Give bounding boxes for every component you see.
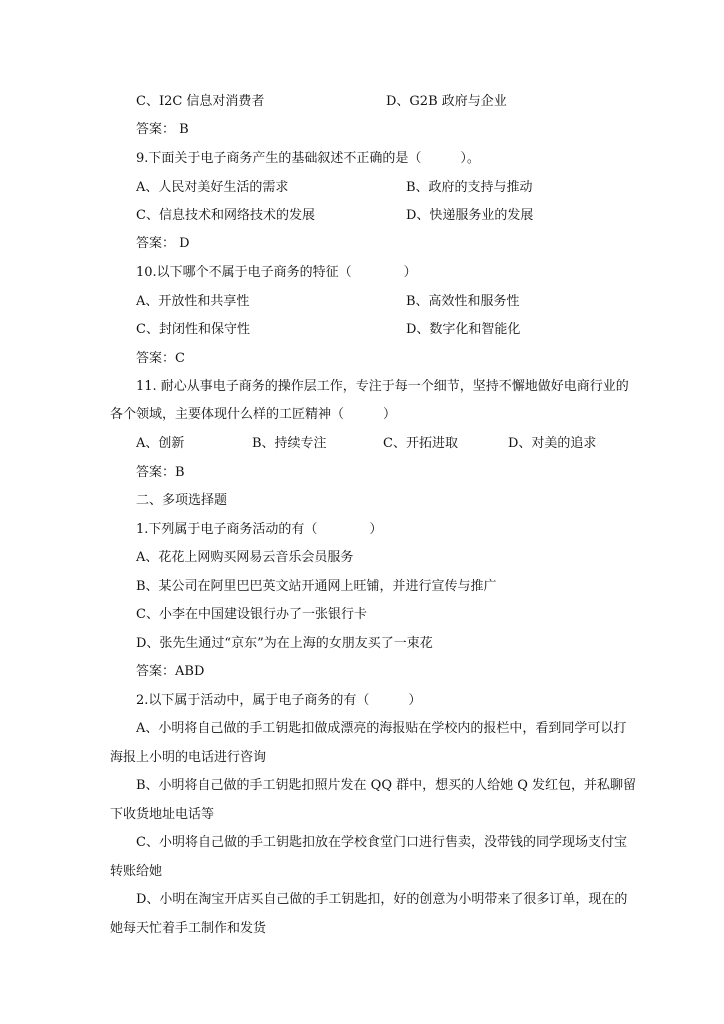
q9-answer: 答案： D [136,236,190,251]
m2-option-d-line1: D、小明在淘宝开店买自己做的手工钥匙扣，好的创意为小明带来了很多订单，现在的 [136,892,628,907]
q10-option-c: C、封闭性和保守性 [136,322,250,337]
m2-option-b-line2: 下收货地址电话等 [110,807,215,822]
q11-answer: 答案：B [136,465,185,480]
q11-option-b: B、持续专注 [252,436,327,451]
q10-option-d: D、数字化和智能化 [406,322,521,337]
q8-option-c: C、I2C 信息对消费者 [136,94,265,109]
q10-answer: 答案：C [136,351,185,366]
q11-option-d: D、对美的追求 [508,436,597,451]
q11-option-a: A、创新 [136,436,185,451]
m2-option-a-line1: A、小明将自己做的手工钥匙扣做成漂亮的海报贴在学校内的报栏中，看到同学可以打 [136,721,627,736]
q11-option-c: C、开拓进取 [383,436,458,451]
m2-option-a-line2: 海报上小明的电话进行咨询 [110,750,267,765]
m2-stem: 2.以下属于活动中，属于电子商务的有（ ） [136,693,422,708]
m2-option-c-line1: C、小明将自己做的手工钥匙扣放在学校食堂门口进行售卖，没带钱的同学现场支付宝 [136,835,627,850]
q9-option-c: C、信息技术和网络技术的发展 [136,208,315,223]
q9-option-a: A、人民对美好生活的需求 [136,180,289,195]
m1-option-c: C、小李在中国建设银行办了一张银行卡 [136,607,367,622]
q11-stem-line2: 各个领域，主要体现什么样的工匠精神（ ） [110,407,397,422]
q10-stem: 10.以下哪个不属于电子商务的特征（ ） [136,265,417,280]
q8-answer: 答案： B [136,122,189,137]
m1-stem: 1.下列属于电子商务活动的有（ ） [136,522,383,537]
q10-option-b: B、高效性和服务性 [406,294,520,309]
section-title: 二、多项选择题 [136,493,228,508]
q9-stem: 9.下面关于电子商务产生的基础叙述不正确的是（ ）。 [136,151,480,166]
m2-option-d-line2: 她每天忙着手工制作和发货 [110,921,267,936]
m2-option-c-line2: 转账给她 [110,864,163,879]
m2-option-b-line1: B、小明将自己做的手工钥匙扣照片发在 QQ 群中，想买的人给她 Q 发红包，并私聊留 [136,778,637,793]
q9-option-d: D、快递服务业的发展 [406,208,534,223]
q9-option-b: B、政府的支持与推动 [406,180,533,195]
m1-option-b: B、某公司在阿里巴巴英文站开通网上旺铺，并进行宣传与推广 [136,579,497,594]
q11-stem-line1: 11. 耐心从事电子商务的操作层工作，专注于每一个细节，坚持不懈地做好电商行业的 [136,379,629,394]
q10-option-a: A、开放性和共享性 [136,294,250,309]
m1-option-d: D、张先生通过“京东”为在上海的女朋友买了一束花 [136,636,433,651]
m1-answer: 答案：ABD [136,664,205,679]
m1-option-a: A、花花上网购买网易云音乐会员服务 [136,550,354,565]
q8-option-d: D、G2B 政府与企业 [386,94,507,109]
